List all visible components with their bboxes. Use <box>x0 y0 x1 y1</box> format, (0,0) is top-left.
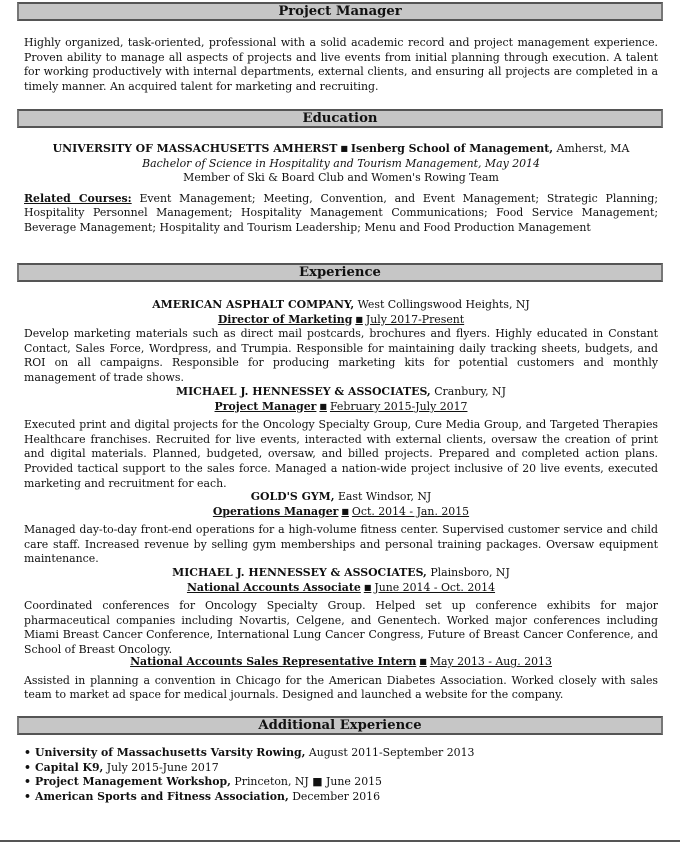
job-company: MICHAEL J. HENNESSEY & ASSOCIATES, <box>176 385 431 398</box>
job-location: West Collingswood Heights, NJ <box>354 298 530 311</box>
university-name: UNIVERSITY OF MASSACHUSETTS AMHERST <box>52 142 338 155</box>
list-item <box>24 775 658 790</box>
job-description: Develop marketing materials such as direct mail postcards, brochures and flyers. Highly educated in Constant Contact, Sales Force, Wordpress, and Trumpia. Responsible for maintaining daily tracking sheets, budgets, and ROI on all campaigns. Responsible for producing marketing kits for potential customers and monthly management of trade shows. <box>24 327 658 384</box>
section-header-experience: Experience <box>17 263 663 282</box>
job-entry-hennessey-project-manager <box>24 385 658 491</box>
related-courses <box>24 192 658 236</box>
education-location: Amherst, MA <box>553 142 630 155</box>
job-entry-golds-gym <box>24 490 658 567</box>
club-membership-line: Member of Ski & Board Club and Women's Rowing Team <box>183 171 499 185</box>
job-location: East Windsor, NJ <box>334 490 432 503</box>
job-location: Cranbury, NJ <box>430 385 506 398</box>
job-title-line <box>24 655 658 670</box>
job-title-line <box>24 313 658 328</box>
job-title: National Accounts Sales Representative Intern <box>130 655 417 668</box>
job-dates: Oct. 2014 - Jan. 2015 <box>351 504 470 518</box>
additional-detail: December 2016 <box>288 789 381 803</box>
section-header-education: Education <box>17 109 663 128</box>
additional-experience-list <box>24 746 658 804</box>
section-header-additional: Additional Experience <box>17 716 663 735</box>
list-item <box>24 746 658 761</box>
job-title: Director of Marketing <box>217 312 353 326</box>
separator-square: ■ <box>340 144 348 153</box>
job-description: Managed day-to-day front-end operations for a high-volume fitness center. Supervised customer service and child care staff. Increased revenue by selling gym memberships and personal training packages. Oversaw equipment maintenance. <box>24 523 658 566</box>
separator-square: ■ <box>355 314 363 324</box>
job-company: GOLD'S GYM, <box>250 490 335 503</box>
separator-square: ■ <box>341 506 349 516</box>
job-title-line <box>24 581 658 596</box>
job-dates: May 2013 - Aug. 2013 <box>429 655 552 668</box>
job-description: Executed print and digital projects for the Oncology Specialty Group, Cure Media Group, and Targeted Therapies Healthcare franchises. Recruited for live events, interacted with external clients, oversaw the creation of print and digital materials. Planned, budgeted, oversaw, and billed projects. Prepared and completed action plans. Provided tactical support to the sales force. Managed a nation-wide project inclusive of 20 live events, executed marketing and recruitment for each. <box>24 418 658 490</box>
school-name: Isenberg School of Management, <box>350 142 554 155</box>
list-item <box>24 790 658 805</box>
job-company: MICHAEL J. HENNESSEY & ASSOCIATES, <box>172 566 427 579</box>
separator-square: ■ <box>419 657 427 666</box>
bottom-rule <box>0 840 680 842</box>
separator-square: ■ <box>363 582 372 592</box>
education-block <box>24 142 658 236</box>
job-description: Assisted in planning a convention in Chicago for the American Diabetes Association. Worked closely with sales team to market ad space for medical journals. Designed and launched a website for the company. <box>24 673 658 702</box>
additional-detail: Princeton, NJ ■ June 2015 <box>230 775 382 789</box>
degree-line: Bachelor of Science in Hospitality and Tourism Management, May 2014 <box>142 156 540 170</box>
job-company-line <box>24 490 658 505</box>
additional-org: University of Massachusetts Varsity Rowing, <box>35 746 306 759</box>
section-header-summary: Project Manager <box>17 2 663 21</box>
job-company: AMERICAN ASPHALT COMPANY, <box>152 298 355 311</box>
additional-org: Capital K9, <box>35 760 104 774</box>
additional-experience-block <box>24 746 658 804</box>
job-entry-sales-intern <box>24 655 658 703</box>
job-dates: February 2015-July 2017 <box>329 399 468 413</box>
job-company-line <box>24 385 658 400</box>
job-company-line <box>24 566 658 581</box>
job-company-line <box>24 298 658 313</box>
job-description: Coordinated conferences for Oncology Specialty Group. Helped set up conference exhibits for major pharmaceutical companies including Novartis, Celgene, and Genentech. Worked major conferences including Miami Breast Cancer Conference, International Lung Cancer Congress, Future of Breast Cancer Conference, and School of Breast Oncology. <box>24 599 658 656</box>
list-item <box>24 761 658 776</box>
job-entry-american-asphalt <box>24 298 658 386</box>
summary-paragraph <box>24 36 658 94</box>
job-title: Project Manager <box>214 399 317 413</box>
related-courses-list: Event Management; Meeting, Convention, and Event Management; Strategic Planning; Hospitality Personnel Management; Hospitality Management Communications; Food Service Management; Beverage Management; Hospitality and Tourism Leadership; Menu and Food Production Management <box>24 191 659 234</box>
summary-text: Highly organized, task-oriented, professional with a solid academic record and project management experience. Proven ability to manage all aspects of projects and live events from initial planning through execution. A talent for working productively with internal departments, external clients, and ensuring all projects are completed in a timely manner. An acquired talent for marketing and recruiting. <box>24 36 658 93</box>
job-location: Plainsboro, NJ <box>426 566 510 579</box>
additional-org: American Sports and Fitness Association, <box>35 789 289 803</box>
job-title: Operations Manager <box>212 504 339 518</box>
job-title-line <box>24 400 658 415</box>
job-title: National Accounts Associate <box>186 580 361 594</box>
additional-org: Project Management Workshop, <box>35 775 231 789</box>
job-dates: June 2014 - Oct. 2014 <box>374 580 496 594</box>
job-dates: July 2017-Present <box>365 312 465 326</box>
job-entry-hennessey-national-accounts <box>24 566 658 658</box>
additional-detail: July 2015-June 2017 <box>103 760 219 774</box>
additional-detail: August 2011-September 2013 <box>305 746 475 759</box>
separator-square: ■ <box>319 401 327 411</box>
education-institution-line <box>24 142 658 157</box>
related-courses-label: Related Courses: <box>24 191 132 205</box>
job-title-line <box>24 505 658 520</box>
